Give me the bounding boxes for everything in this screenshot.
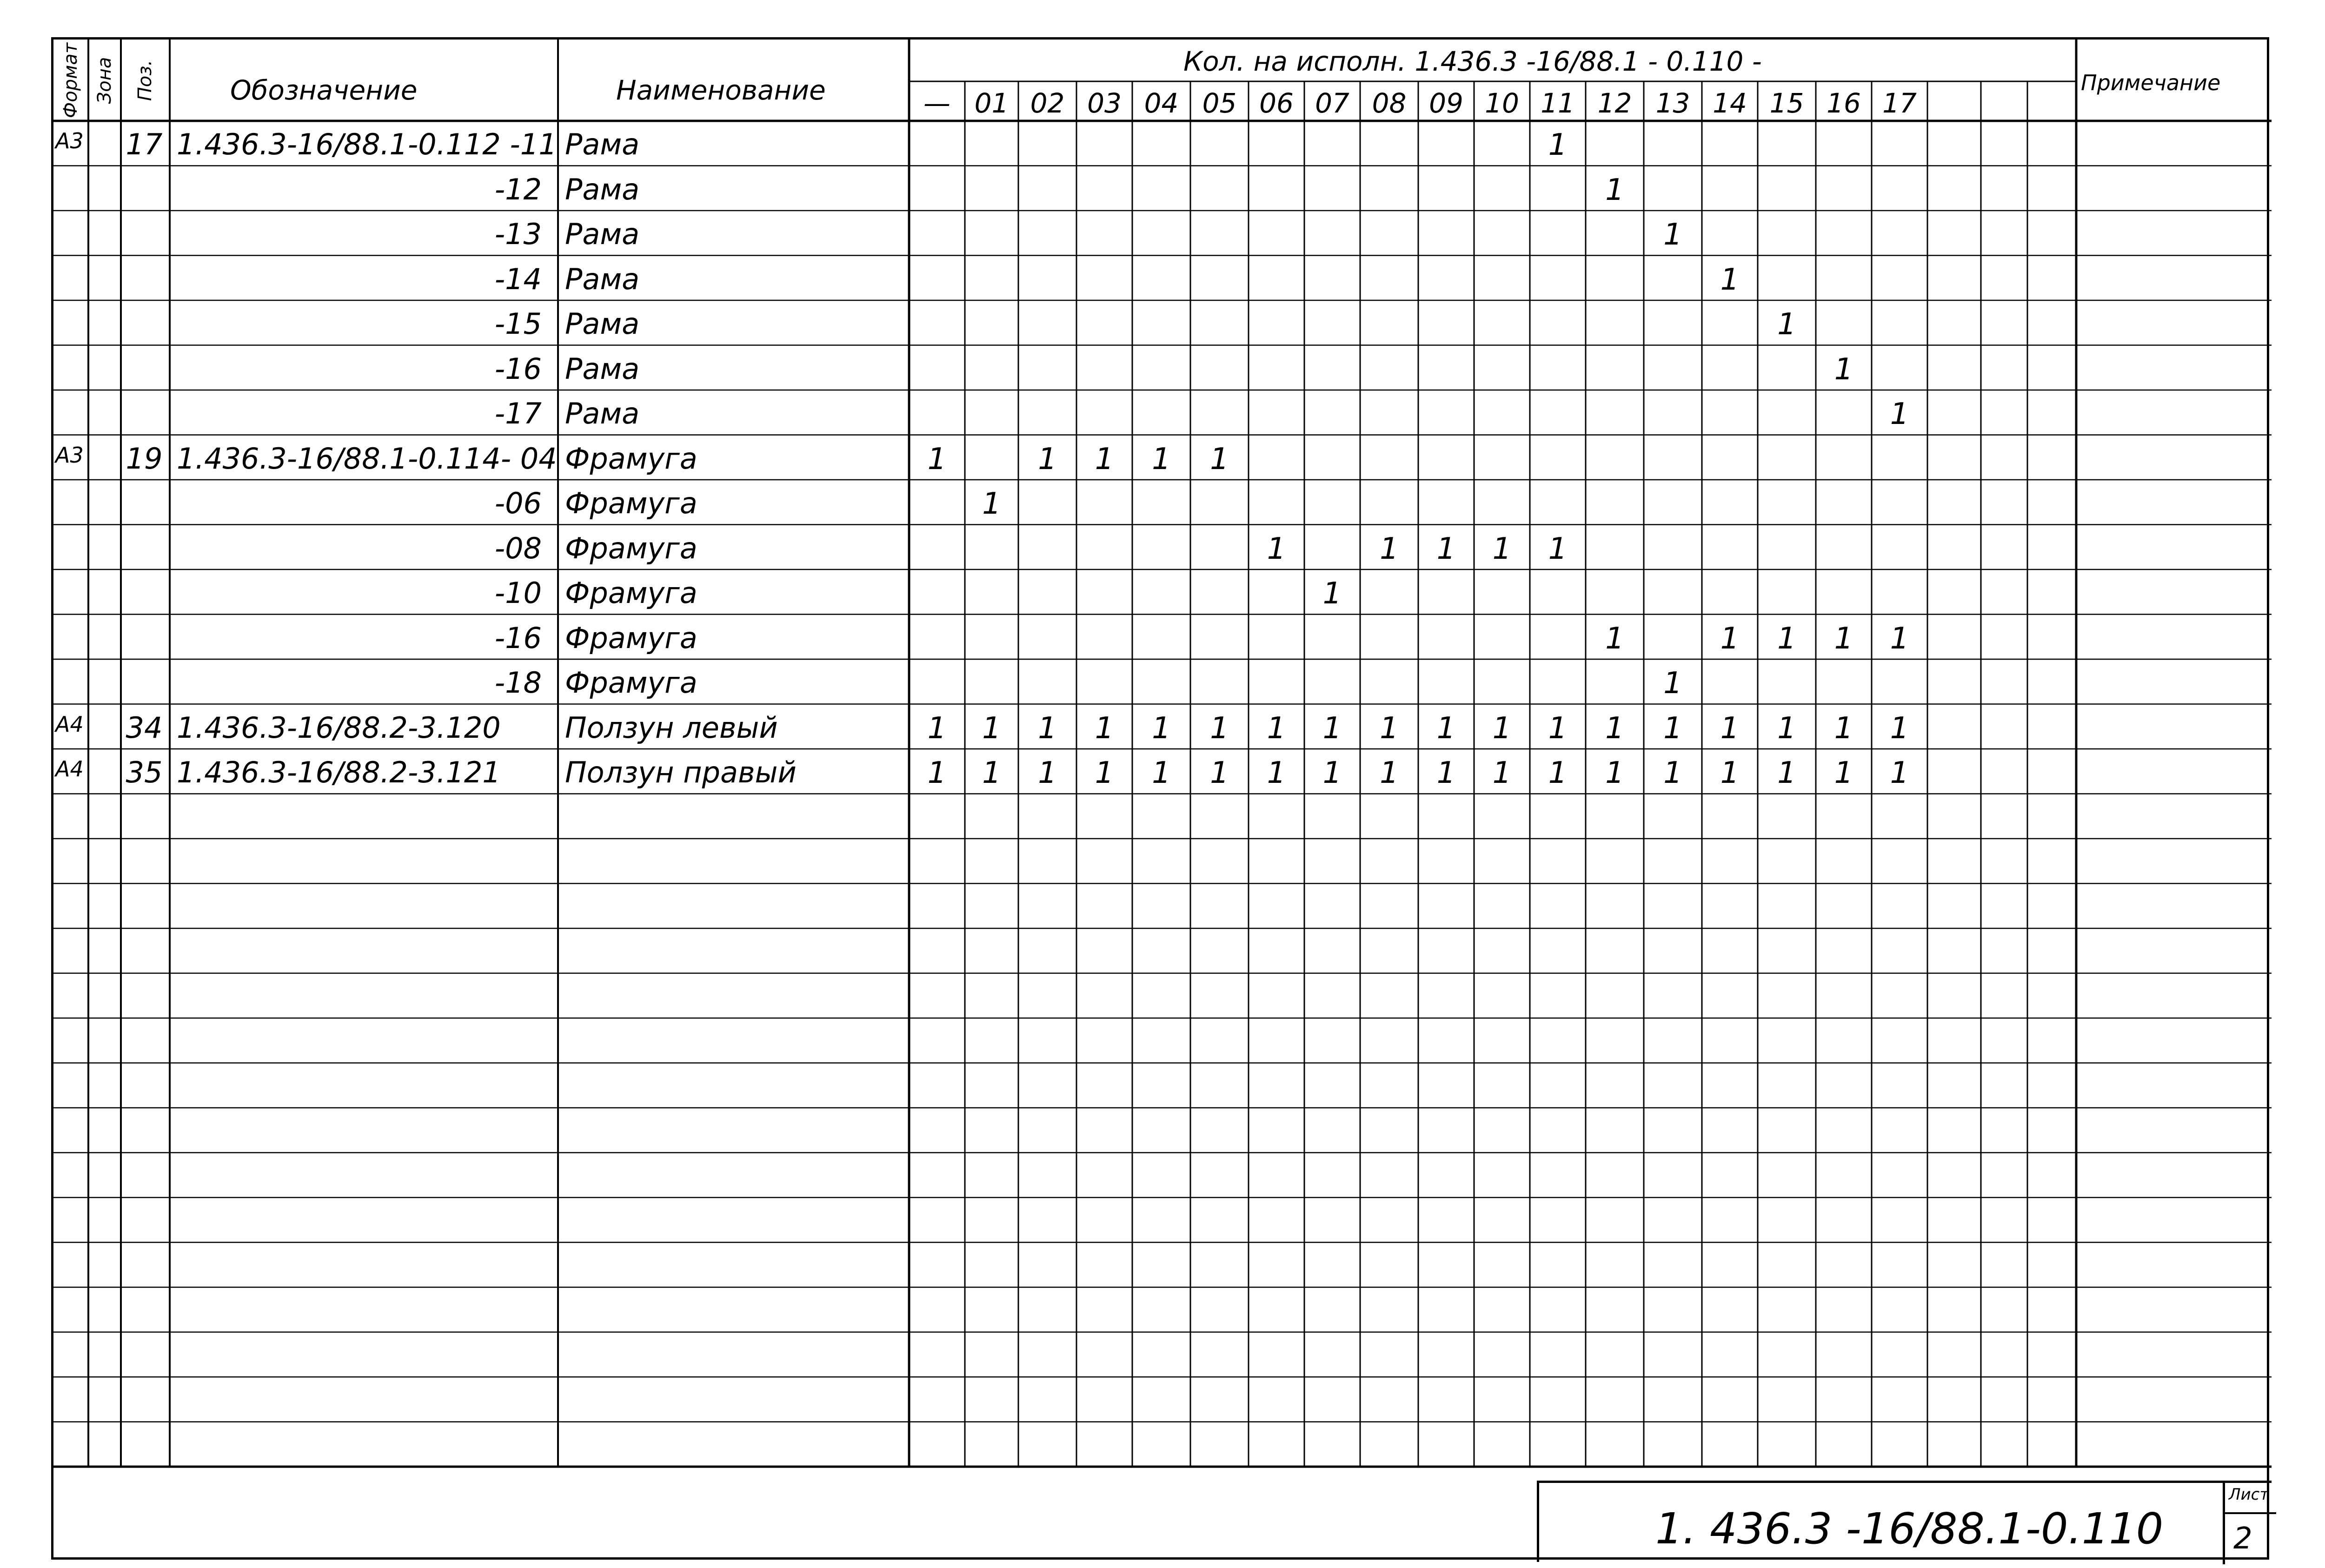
row-designation: -16 — [494, 621, 542, 655]
row-qty: 1 — [1267, 531, 1286, 566]
row-designation: -13 — [494, 217, 542, 251]
row-qty: 1 — [1492, 531, 1512, 566]
row-designation: 1.436.3-16/88.1-0.112 -11 — [177, 127, 557, 161]
row-qty: 1 — [1777, 307, 1796, 342]
row-name: Ползун правый — [565, 755, 797, 789]
row-format: А3 — [55, 442, 84, 468]
variant-header: 03 — [1087, 87, 1122, 119]
row-pos: 35 — [126, 755, 163, 789]
row-qty: 1 — [1322, 756, 1342, 790]
row-qty: 1 — [1095, 756, 1114, 790]
row-name: Рама — [565, 172, 640, 206]
row-qty: 1 — [1663, 218, 1682, 252]
variant-header: 17 — [1882, 87, 1917, 119]
row-qty: 1 — [1890, 621, 1909, 656]
row-qty: 1 — [1605, 756, 1624, 790]
row-qty: 1 — [1890, 397, 1909, 431]
row-qty: 1 — [1663, 711, 1682, 746]
variant-header: 15 — [1769, 87, 1804, 119]
row-qty: 1 — [1548, 756, 1568, 790]
row-qty: 1 — [1777, 621, 1796, 656]
header-name: Наименование — [616, 74, 826, 106]
row-qty: 1 — [1038, 711, 1057, 746]
row-designation: 1.436.3-16/88.2-3.120 — [177, 710, 501, 745]
row-qty: 1 — [1890, 756, 1909, 790]
row-qty: 1 — [1095, 711, 1114, 746]
row-qty: 1 — [1436, 711, 1456, 746]
row-qty: 1 — [1890, 711, 1909, 746]
row-name: Фрамуга — [565, 531, 698, 565]
row-qty: 1 — [1548, 531, 1568, 566]
row-qty: 1 — [1720, 711, 1740, 746]
row-qty: 1 — [1038, 756, 1057, 790]
row-name: Рама — [565, 217, 640, 251]
row-qty: 1 — [1492, 756, 1512, 790]
variant-header: 01 — [974, 87, 1009, 119]
row-qty: 1 — [1095, 442, 1114, 476]
row-qty: 1 — [1436, 531, 1456, 566]
sheet-number: 2 — [2233, 1522, 2252, 1556]
row-qty: 1 — [1152, 442, 1171, 476]
row-qty: 1 — [1436, 756, 1456, 790]
row-designation: -17 — [494, 397, 542, 430]
document-code: 1. 436.3 -16/88.1-0.110 — [1655, 1504, 2164, 1554]
sheet-label: Лист — [2229, 1485, 2269, 1504]
row-qty: 1 — [1380, 711, 1399, 746]
title-block — [1537, 1481, 2272, 1562]
row-designation: -12 — [494, 172, 542, 206]
header-zone: Зона — [94, 57, 115, 104]
variant-header: 06 — [1259, 87, 1294, 119]
variant-header: 11 — [1541, 87, 1575, 119]
row-qty: 1 — [1152, 756, 1171, 790]
row-qty: 1 — [1492, 711, 1512, 746]
header-pos: Поз. — [134, 60, 156, 101]
row-qty: 1 — [1605, 621, 1624, 656]
row-name: Фрамуга — [565, 666, 698, 700]
row-qty: 1 — [1605, 711, 1624, 746]
row-qty: 1 — [982, 756, 1001, 790]
row-qty: 1 — [927, 442, 947, 476]
row-qty: 1 — [1038, 442, 1057, 476]
row-designation: -06 — [494, 486, 542, 520]
row-name: Рама — [565, 262, 640, 296]
header-format: Формат — [60, 42, 81, 118]
row-qty: 1 — [1834, 621, 1853, 656]
sheet-box-divider — [2225, 1512, 2276, 1514]
row-designation: -18 — [494, 666, 542, 700]
variant-header: 10 — [1485, 87, 1519, 119]
row-qty: 1 — [1834, 756, 1853, 790]
row-name: Ползун левый — [565, 710, 778, 745]
row-qty: 1 — [1548, 128, 1568, 162]
row-qty: 1 — [1152, 711, 1171, 746]
row-qty: 1 — [1267, 711, 1286, 746]
row-name: Фрамуга — [565, 441, 698, 476]
row-qty: 1 — [1210, 442, 1229, 476]
row-qty: 1 — [1605, 172, 1624, 207]
row-qty: 1 — [1210, 711, 1229, 746]
row-designation: 1.436.3-16/88.2-3.121 — [177, 755, 501, 789]
row-qty: 1 — [927, 756, 947, 790]
row-qty: 1 — [982, 711, 1001, 746]
row-pos: 17 — [126, 127, 163, 161]
row-pos: 34 — [126, 710, 163, 745]
variant-header: — — [923, 87, 950, 119]
row-name: Рама — [565, 351, 640, 386]
specification-sheet — [51, 37, 2269, 1560]
row-qty: 1 — [1210, 756, 1229, 790]
row-name: Рама — [565, 307, 640, 341]
row-qty: 1 — [1548, 711, 1568, 746]
row-designation: -16 — [494, 351, 542, 386]
variant-header: 02 — [1030, 87, 1065, 119]
row-qty: 1 — [1663, 666, 1682, 701]
row-name: Фрамуга — [565, 621, 698, 655]
row-format: А4 — [55, 711, 84, 737]
header-qty-title: Кол. на исполн. 1.436.3 -16/88.1 - 0.110 - — [1183, 46, 1762, 77]
row-qty: 1 — [1380, 756, 1399, 790]
header-note: Примечание — [2081, 70, 2221, 95]
header-designation: Обозначение — [230, 74, 418, 106]
row-name: Рама — [565, 397, 640, 430]
row-qty: 1 — [1834, 711, 1853, 746]
row-qty: 1 — [1322, 711, 1342, 746]
row-format: А3 — [55, 128, 84, 153]
row-designation: -10 — [494, 576, 542, 610]
variant-header: 16 — [1827, 87, 1861, 119]
row-qty: 1 — [1663, 756, 1682, 790]
row-name: Фрамуга — [565, 576, 698, 610]
row-designation: -14 — [494, 262, 542, 296]
row-qty: 1 — [1380, 531, 1399, 566]
row-pos: 19 — [126, 441, 163, 476]
variant-header: 12 — [1597, 87, 1632, 119]
row-qty: 1 — [1720, 621, 1740, 656]
variant-header: 14 — [1713, 87, 1747, 119]
row-name: Фрамуга — [565, 486, 698, 520]
variant-header: 09 — [1429, 87, 1463, 119]
variant-header: 07 — [1315, 87, 1349, 119]
row-qty: 1 — [1777, 711, 1796, 746]
row-qty: 1 — [982, 487, 1001, 521]
row-qty: 1 — [1720, 262, 1740, 297]
row-qty: 1 — [1834, 352, 1853, 387]
row-format: А4 — [55, 756, 84, 781]
sheet-number-box — [2223, 1481, 2276, 1564]
variant-header: 08 — [1372, 87, 1407, 119]
row-designation: -15 — [494, 307, 542, 341]
row-qty: 1 — [1322, 576, 1342, 611]
variant-header: 04 — [1144, 87, 1179, 119]
variant-header: 05 — [1202, 87, 1237, 119]
row-designation: 1.436.3-16/88.1-0.114- 04 — [177, 441, 557, 476]
row-designation: -08 — [494, 531, 542, 565]
variant-header: 13 — [1655, 87, 1690, 119]
row-qty: 1 — [927, 711, 947, 746]
row-qty: 1 — [1777, 756, 1796, 790]
row-qty: 1 — [1267, 756, 1286, 790]
row-name: Рама — [565, 127, 640, 161]
row-qty: 1 — [1720, 756, 1740, 790]
